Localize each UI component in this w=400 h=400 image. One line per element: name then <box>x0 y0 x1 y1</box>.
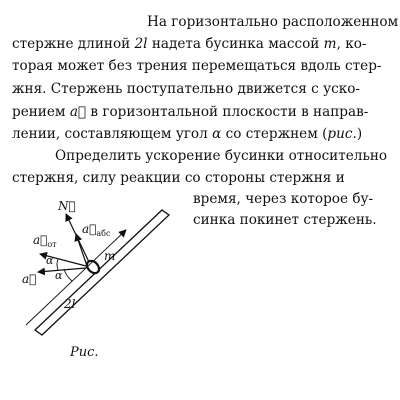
text-run: рис. <box>327 126 357 142</box>
text-run: со стержнем ( <box>221 126 328 142</box>
text-run: надета бусинка массой <box>147 36 324 52</box>
text-run: лении, составляющем угол <box>12 126 213 142</box>
text-run: α <box>212 126 222 142</box>
text-run: в горизонтальной плоскости в направ- <box>86 104 369 120</box>
text-run: время, через которое бу- <box>193 191 374 207</box>
a-abs-label: $a⃗_{абс}$ <box>82 222 111 238</box>
mass-label: m <box>104 249 116 263</box>
a-label: a⃗ <box>22 272 37 286</box>
length-label: 2l <box>64 297 76 311</box>
text-run: торая может без трения перемещаться вдоль стер- <box>12 58 382 74</box>
text-run: синка покинет стержень. <box>193 212 377 228</box>
text-run: , ко- <box>336 36 367 52</box>
text-run: стержня, силу реакции со стороны стержня и <box>12 170 345 186</box>
text-run: 2l <box>134 36 148 52</box>
text-run: стержне длиной <box>12 36 135 52</box>
figure-caption: Рис. <box>70 345 99 360</box>
a-ot-label: $a⃗_{от}$ <box>33 233 57 249</box>
text-run: ) <box>356 126 363 142</box>
text-run: a⃗ <box>69 104 87 120</box>
text-run: Определить ускорение бусинки относительно <box>55 148 388 164</box>
text-run: m <box>323 36 337 52</box>
alpha-label-2: α <box>55 269 63 282</box>
text-run: жня. Стержень поступательно движется с уско- <box>12 81 360 97</box>
a-abs-arrow <box>76 234 87 266</box>
text-run: рением <box>12 104 70 120</box>
alpha-label-1: α <box>46 254 54 267</box>
text-run: На горизонтально расположенном <box>147 14 399 30</box>
angle-arc-2 <box>64 269 72 281</box>
normal-force-label: N⃗ <box>58 199 76 213</box>
